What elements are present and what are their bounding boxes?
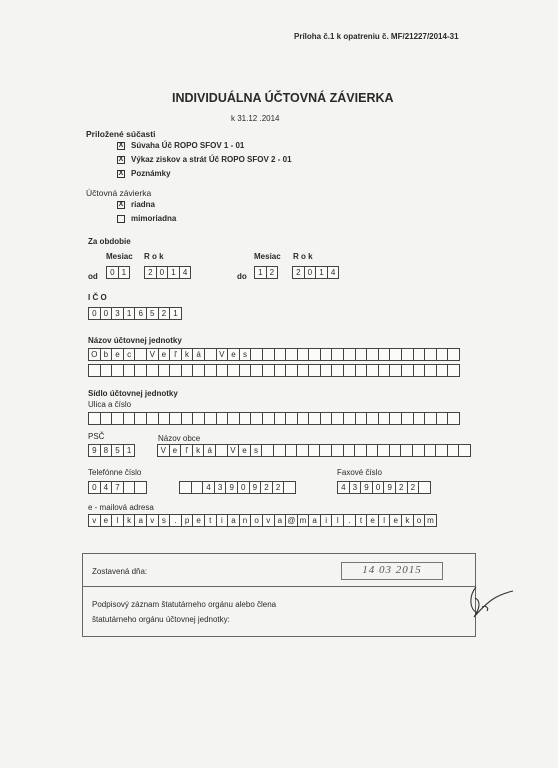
char-cell[interactable]: V	[227, 444, 240, 457]
char-cell[interactable]: 5	[146, 307, 159, 320]
char-cell[interactable]: 2	[144, 266, 157, 279]
char-cell[interactable]: e	[389, 514, 402, 527]
char-cell[interactable]: 2	[292, 266, 305, 279]
char-cell[interactable]: 9	[249, 481, 262, 494]
char-cell[interactable]: ľ	[180, 444, 193, 457]
char-cell[interactable]: 4	[179, 266, 192, 279]
handwritten-signature-icon	[458, 577, 528, 627]
char-cell[interactable]: k	[192, 444, 205, 457]
to-month-label: Mesiac	[254, 252, 281, 261]
char-cell[interactable]: 4	[100, 481, 113, 494]
char-cell[interactable]: 1	[123, 307, 136, 320]
char-cell[interactable]: v	[146, 514, 159, 527]
psc-field[interactable]	[88, 444, 134, 459]
char-cell[interactable]: 1	[123, 444, 136, 457]
char-cell[interactable]: 1	[118, 266, 131, 279]
street-field[interactable]	[88, 412, 459, 427]
char-cell[interactable]: 4	[327, 266, 340, 279]
statement-label: Účtovná závierka	[86, 188, 152, 198]
char-cell[interactable]: 0	[372, 481, 385, 494]
char-cell[interactable]: e	[111, 348, 124, 361]
phone-number-field[interactable]	[179, 481, 295, 496]
town-label: Názov obce	[158, 434, 201, 443]
signature-label-line-1: Podpisový záznam štatutárneho orgánu alebo člena	[92, 600, 277, 609]
char-cell[interactable]: e	[366, 514, 379, 527]
checkbox[interactable]: X	[118, 200, 124, 208]
char-cell[interactable]: v	[262, 514, 275, 527]
email-label: e - mailová adresa	[88, 503, 154, 512]
char-cell[interactable]: s	[158, 514, 171, 527]
char-cell[interactable]: e	[158, 348, 171, 361]
char-cell[interactable]: s	[239, 348, 252, 361]
char-cell[interactable]: 0	[237, 481, 250, 494]
char-cell[interactable]: 8	[100, 444, 113, 457]
checkbox-label: riadna	[131, 200, 156, 209]
checkbox-row[interactable]	[117, 214, 176, 223]
signature-label-line-2: štatutárneho orgánu účtovnej jednotky:	[92, 615, 230, 624]
to-label: do	[237, 272, 247, 281]
char-cell[interactable]	[418, 481, 431, 494]
char-cell[interactable]: k	[181, 348, 194, 361]
document-reference: Príloha č.1 k opatreniu č. MF/21227/2014-31	[294, 32, 459, 41]
char-cell[interactable]: p	[181, 514, 194, 527]
char-cell[interactable]: e	[192, 514, 205, 527]
char-cell[interactable]: 2	[158, 307, 171, 320]
char-cell[interactable]: 1	[254, 266, 267, 279]
to-year-label: R o k	[293, 252, 313, 261]
char-cell[interactable]: 3	[349, 481, 362, 494]
char-cell[interactable]: k	[123, 514, 136, 527]
char-cell[interactable]: ľ	[169, 348, 182, 361]
char-cell[interactable]: s	[250, 444, 263, 457]
char-cell[interactable]: v	[88, 514, 101, 527]
compiled-date-field[interactable]: 14 03 2015	[341, 562, 443, 580]
checkbox-label: Výkaz ziskov a strát Úč ROPO SFOV 2 - 01	[131, 155, 292, 164]
char-cell[interactable]: a	[227, 514, 240, 527]
char-cell[interactable]: .	[169, 514, 182, 527]
checkbox[interactable]: X	[118, 169, 124, 177]
phone-prefix-field[interactable]	[88, 481, 146, 496]
char-cell[interactable]: l	[111, 514, 124, 527]
seat-label: Sídlo účtovnej jednotky	[88, 389, 178, 398]
from-month-field[interactable]	[106, 266, 129, 281]
char-cell[interactable]: 9	[383, 481, 396, 494]
char-cell[interactable]: 5	[111, 444, 124, 457]
checkbox-label: Poznámky	[131, 169, 171, 178]
fax-label: Faxové číslo	[337, 468, 382, 477]
char-cell[interactable]: 6	[134, 307, 147, 320]
from-year-field[interactable]	[144, 266, 190, 281]
to-month-field[interactable]	[254, 266, 277, 281]
to-year-field[interactable]	[292, 266, 338, 281]
char-cell[interactable]: .	[343, 514, 356, 527]
entity-name-row-2[interactable]	[88, 364, 459, 379]
checkbox[interactable]: X	[118, 141, 124, 149]
char-cell[interactable]: 9	[225, 481, 238, 494]
char-cell[interactable]	[134, 481, 147, 494]
checkbox-label: mimoriadna	[131, 214, 177, 223]
char-cell[interactable]: 2	[272, 481, 285, 494]
char-cell[interactable]: 3	[111, 307, 124, 320]
char-cell[interactable]: b	[100, 348, 113, 361]
town-field[interactable]	[157, 444, 470, 459]
char-cell[interactable]: m	[424, 514, 437, 527]
from-month-label: Mesiac	[106, 252, 133, 261]
char-cell[interactable]: n	[239, 514, 252, 527]
char-cell[interactable]: e	[100, 514, 113, 527]
char-cell[interactable]: 4	[337, 481, 350, 494]
char-cell[interactable]: 0	[100, 307, 113, 320]
char-cell[interactable]: V	[216, 348, 229, 361]
char-cell[interactable]: O	[88, 348, 101, 361]
char-cell[interactable]	[283, 481, 296, 494]
char-cell[interactable]: 9	[88, 444, 101, 457]
ico-label: I Č O	[88, 293, 107, 302]
checkbox-label: Súvaha Úč ROPO SFOV 1 - 01	[131, 141, 245, 150]
char-cell[interactable]	[447, 364, 460, 377]
char-cell[interactable]: m	[297, 514, 310, 527]
psc-label: PSČ	[88, 432, 105, 441]
char-cell[interactable]: l	[378, 514, 391, 527]
attachments-label: Priložené súčasti	[86, 129, 156, 139]
char-cell[interactable]: 0	[156, 266, 169, 279]
from-year-label: R o k	[144, 252, 164, 261]
char-cell[interactable]: i	[216, 514, 229, 527]
char-cell[interactable]	[447, 348, 460, 361]
from-label: od	[88, 272, 98, 281]
phone-label: Telefónne číslo	[88, 468, 142, 477]
char-cell[interactable]: l	[331, 514, 344, 527]
char-cell[interactable]: 3	[214, 481, 227, 494]
compiled-label: Zostavená dňa:	[92, 567, 148, 576]
char-cell[interactable]: o	[413, 514, 426, 527]
period-label: Za obdobie	[88, 237, 131, 246]
char-cell[interactable]: e	[169, 444, 182, 457]
char-cell[interactable]: t	[204, 514, 217, 527]
char-cell[interactable]: @	[285, 514, 298, 527]
checkbox[interactable]	[117, 215, 125, 223]
char-cell[interactable]: i	[320, 514, 333, 527]
char-cell[interactable]	[447, 412, 460, 425]
char-cell[interactable]: k	[401, 514, 414, 527]
char-cell[interactable]: V	[146, 348, 159, 361]
char-cell[interactable]: 0	[106, 266, 119, 279]
entity-name-label: Názov účtovnej jednotky	[88, 336, 182, 345]
char-cell[interactable]: 2	[260, 481, 273, 494]
char-cell[interactable]: 9	[360, 481, 373, 494]
char-cell[interactable]: 2	[395, 481, 408, 494]
char-cell[interactable]: 1	[315, 266, 328, 279]
checkbox-row[interactable]	[117, 169, 171, 178]
char-cell[interactable]: V	[157, 444, 170, 457]
char-cell[interactable]: 2	[407, 481, 420, 494]
char-cell[interactable]: 0	[304, 266, 317, 279]
entity-name-row-1[interactable]	[88, 348, 459, 363]
ico-field[interactable]	[88, 307, 181, 322]
document-title: INDIVIDUÁLNA ÚČTOVNÁ ZÁVIERKA	[172, 91, 394, 105]
email-field[interactable]	[88, 514, 436, 529]
char-cell[interactable]: 0	[88, 307, 101, 320]
char-cell[interactable]: c	[123, 348, 136, 361]
char-cell[interactable]: e	[238, 444, 251, 457]
char-cell[interactable]: 2	[266, 266, 279, 279]
as-of-date: k 31.12 .2014	[231, 114, 280, 123]
char-cell[interactable]: á	[203, 444, 216, 457]
char-cell[interactable]: 0	[88, 481, 101, 494]
checkbox-row[interactable]	[117, 141, 244, 150]
checkbox-row[interactable]	[117, 200, 155, 209]
char-cell[interactable]: a	[134, 514, 147, 527]
checkbox[interactable]: X	[118, 155, 124, 163]
char-cell[interactable]: á	[192, 348, 205, 361]
char-cell[interactable]	[458, 444, 471, 457]
char-cell[interactable]: 1	[167, 266, 180, 279]
char-cell[interactable]: 7	[111, 481, 124, 494]
char-cell[interactable]: 1	[169, 307, 182, 320]
char-cell[interactable]: t	[355, 514, 368, 527]
char-cell[interactable]: e	[227, 348, 240, 361]
fax-number-field[interactable]	[337, 481, 430, 496]
char-cell[interactable]: a	[274, 514, 287, 527]
char-cell[interactable]: a	[308, 514, 321, 527]
char-cell[interactable]: 4	[202, 481, 215, 494]
checkbox-row[interactable]	[117, 155, 292, 164]
char-cell[interactable]: o	[250, 514, 263, 527]
street-label: Ulica a číslo	[88, 400, 132, 409]
